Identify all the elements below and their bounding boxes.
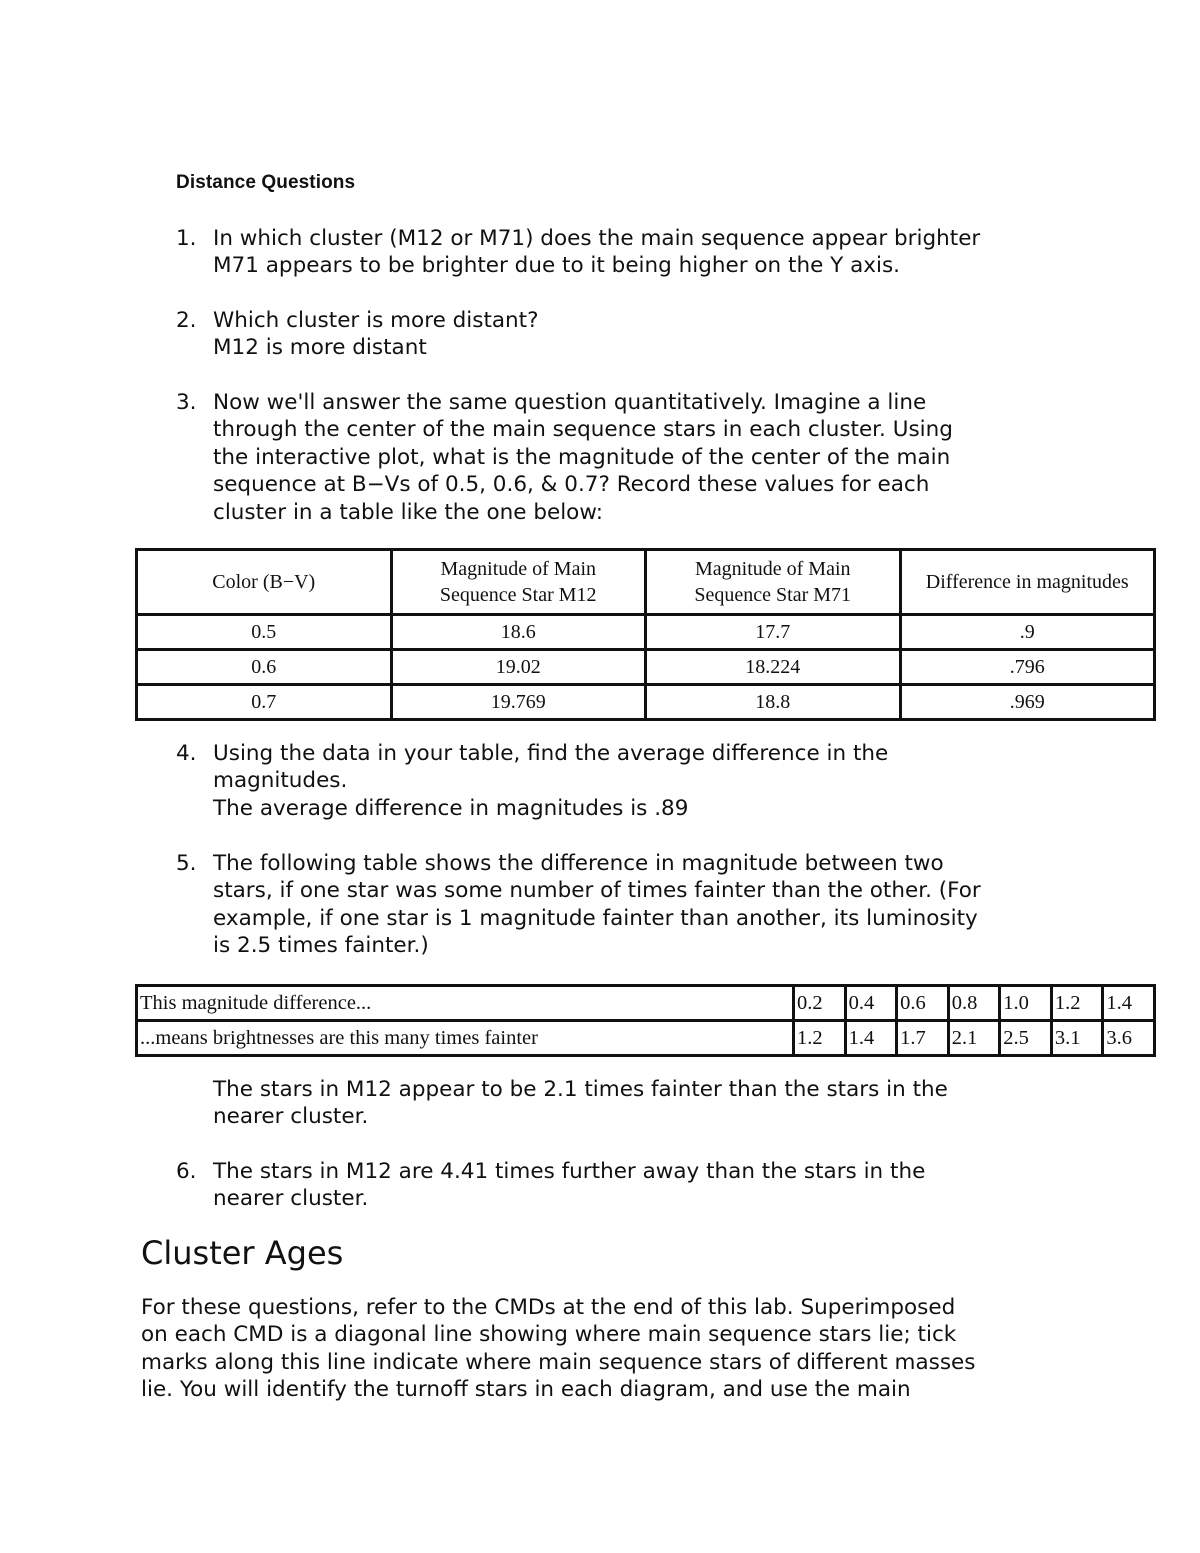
table-cell: .969 [900, 685, 1155, 720]
answer-text: M12 is more distant [213, 335, 427, 361]
question-number: 4. [176, 741, 197, 766]
table-cell: 18.224 [646, 650, 901, 685]
question-text-line: sequence at B−Vs of 0.5, 0.6, & 0.7? Record these values for each [213, 472, 930, 498]
header-m12-line2: Sequence Star M12 [439, 584, 597, 606]
table-cell: 1.2 [1051, 986, 1103, 1021]
question-text: In which cluster (M12 or M71) does the main sequence appear brighter [213, 226, 981, 251]
table-cell: .796 [900, 650, 1155, 685]
header-m71-line2: Sequence Star M71 [694, 584, 852, 606]
table-cell: 0.4 [845, 986, 897, 1021]
table-cell: 19.769 [391, 685, 646, 720]
table-cell: 17.7 [646, 615, 901, 650]
section-heading: Distance Questions [176, 172, 356, 193]
question-6 [176, 1158, 1096, 1213]
header-m71 [646, 550, 901, 615]
question-2 [176, 307, 1096, 362]
question-5 [176, 850, 1096, 960]
row-label: ...means brightnesses are this many times fainter [137, 1021, 794, 1056]
table-cell: 0.7 [137, 685, 392, 720]
table-cell: 1.4 [1103, 986, 1155, 1021]
question-text-line: is 2.5 times fainter.) [213, 933, 429, 959]
table-row [137, 650, 1155, 685]
table-cell: 3.6 [1103, 1021, 1155, 1056]
question-4 [176, 740, 1096, 822]
answer-text: nearer cluster. [213, 1104, 369, 1130]
table-cell: 0.6 [137, 650, 392, 685]
question-number: 3. [176, 390, 197, 415]
table-cell: 1.4 [845, 1021, 897, 1056]
question-number: 1. [176, 226, 197, 251]
question-1 [176, 225, 1096, 280]
table-cell: 0.6 [897, 986, 949, 1021]
paragraph-line: lie. You will identify the turnoff stars in each diagram, and use the main [141, 1377, 911, 1403]
header-color: Color (B−V) [137, 550, 392, 615]
question-text-line: magnitudes. [213, 768, 348, 794]
question-text-line: example, if one star is 1 magnitude fainter than another, its luminosity [213, 905, 978, 931]
question-text-line: stars, if one star was some number of times fainter than the other. (For [213, 878, 981, 904]
answer-text: nearer cluster. [213, 1186, 369, 1212]
question-text: Which cluster is more distant? [213, 308, 539, 333]
table-cell: 3.1 [1051, 1021, 1103, 1056]
row-label: This magnitude difference... [137, 986, 794, 1021]
table-cell: 2.1 [948, 1021, 1000, 1056]
header-m12 [391, 550, 646, 615]
table-row [137, 986, 1155, 1021]
question-text-line: Now we'll answer the same question quantitatively. Imagine a line [213, 390, 927, 415]
question-text-line: cluster in a table like the one below: [213, 499, 603, 525]
question-3 [176, 389, 1096, 526]
answer-text: The stars in M12 are 4.41 times further away than the stars in the [213, 1159, 926, 1184]
question-number: 5. [176, 851, 197, 876]
table-cell: 1.7 [897, 1021, 949, 1056]
magnitude-table [135, 548, 1156, 721]
table-cell: 0.8 [948, 986, 1000, 1021]
table-row [137, 1021, 1155, 1056]
answer-text: The stars in M12 appear to be 2.1 times fainter than the stars in the [213, 1077, 948, 1102]
question-text-line: Using the data in your table, find the average difference in the [213, 741, 889, 766]
question-text-line: through the center of the main sequence stars in each cluster. Using [213, 417, 953, 443]
brightness-table [135, 984, 1156, 1057]
paragraph-line: on each CMD is a diagonal line showing where main sequence stars lie; tick [141, 1322, 957, 1348]
intro-paragraph [141, 1294, 975, 1404]
question-5-answer [213, 1076, 948, 1131]
section-title: Cluster Ages [141, 1234, 344, 1272]
answer-text: M71 appears to be brighter due to it being higher on the Y axis. [213, 253, 901, 279]
question-number: 2. [176, 308, 197, 333]
table-header-row [137, 550, 1155, 615]
table-cell: 0.5 [137, 615, 392, 650]
question-text-line: The following table shows the difference in magnitude between two [213, 851, 944, 876]
header-difference: Difference in magnitudes [900, 550, 1155, 615]
paragraph-line: For these questions, refer to the CMDs at the end of this lab. Superimposed [141, 1295, 956, 1320]
table-cell: 1.2 [794, 1021, 846, 1056]
table-cell: .9 [900, 615, 1155, 650]
answer-text: The average difference in magnitudes is .89 [213, 795, 689, 821]
paragraph-line: marks along this line indicate where main sequence stars of different masses [141, 1349, 976, 1375]
header-m12-line1: Magnitude of Main [440, 558, 597, 580]
table-row [137, 685, 1155, 720]
table-row [137, 615, 1155, 650]
table-cell: 19.02 [391, 650, 646, 685]
header-m71-line1: Magnitude of Main [694, 558, 851, 580]
table-cell: 18.6 [391, 615, 646, 650]
question-text-line: the interactive plot, what is the magnitude of the center of the main [213, 444, 951, 470]
table-cell: 18.8 [646, 685, 901, 720]
table-cell: 2.5 [1000, 1021, 1052, 1056]
table-cell: 0.2 [794, 986, 846, 1021]
question-number: 6. [176, 1159, 197, 1184]
table-cell: 1.0 [1000, 986, 1052, 1021]
